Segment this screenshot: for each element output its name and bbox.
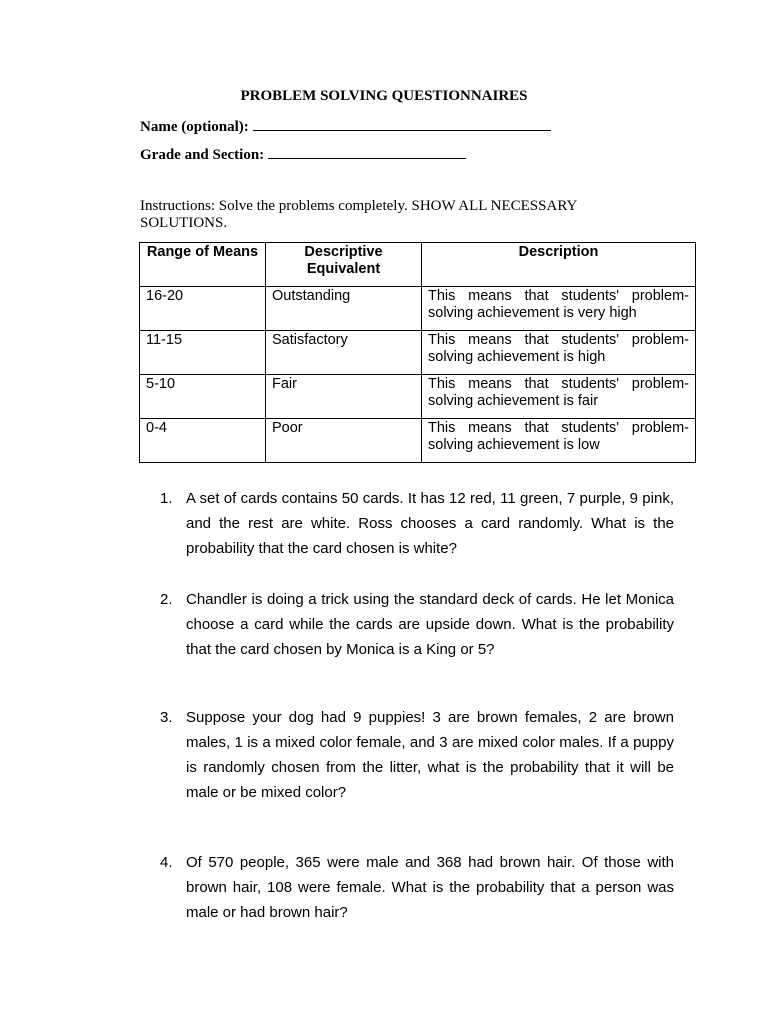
problem-text: Chandler is doing a trick using the standard deck of cards. He let Monica choose a card while the cards are upside down. What is the probability that the card chosen by Monica is a King or 5? xyxy=(186,591,674,658)
problem-item xyxy=(160,486,674,561)
cell-range: 5-10 xyxy=(140,375,266,419)
grade-label: Grade and Section: xyxy=(140,147,265,163)
name-field xyxy=(140,116,551,136)
grade-field xyxy=(140,144,466,164)
cell-range: 11-15 xyxy=(140,331,266,375)
cell-description: This means that students' problem-solving achievement is very high xyxy=(422,287,696,331)
cell-range: 0-4 xyxy=(140,419,266,463)
table-row xyxy=(140,419,696,463)
problem-number: 4. xyxy=(160,854,173,871)
problem-number: 3. xyxy=(160,709,173,726)
header-equivalent: Descriptive Equivalent xyxy=(266,243,422,287)
header-description: Description xyxy=(422,243,696,287)
page-title: PROBLEM SOLVING QUESTIONNAIRES xyxy=(240,88,528,104)
header-range: Range of Means xyxy=(140,243,266,287)
name-label: Name (optional): xyxy=(140,119,249,135)
cell-equivalent: Outstanding xyxy=(266,287,422,331)
problem-number: 2. xyxy=(160,591,173,608)
cell-description: This means that students' problem-solving achievement is fair xyxy=(422,375,696,419)
cell-equivalent: Fair xyxy=(266,375,422,419)
problem-text: Of 570 people, 365 were male and 368 had brown hair. Of those with brown hair, 108 were female. What is the probability that a person was male or had brown hair? xyxy=(186,854,674,921)
table-row xyxy=(140,331,696,375)
problem-number: 1. xyxy=(160,490,173,507)
problem-item xyxy=(160,705,674,805)
cell-equivalent: Satisfactory xyxy=(266,331,422,375)
problem-text: A set of cards contains 50 cards. It has 12 red, 11 green, 7 purple, 9 pink, and the rest are white. Ross chooses a card randomly. What is the probability that the card chosen is white? xyxy=(186,490,674,557)
problem-text: Suppose your dog had 9 puppies! 3 are brown females, 2 are brown males, 1 is a mixed color female, and 3 are mixed color males. If a puppy is randomly chosen from the litter, what is the probability that it will be male or be mixed color? xyxy=(186,709,674,801)
problem-item xyxy=(160,587,674,662)
cell-equivalent: Poor xyxy=(266,419,422,463)
cell-range: 16-20 xyxy=(140,287,266,331)
table-row xyxy=(140,375,696,419)
cell-description: This means that students' problem-solving achievement is high xyxy=(422,331,696,375)
cell-description: This means that students' problem-solving achievement is low xyxy=(422,419,696,463)
means-table xyxy=(139,242,696,463)
table-row xyxy=(140,287,696,331)
problem-item xyxy=(160,850,674,925)
instructions: Instructions: Solve the problems completely. SHOW ALL NECESSARY SOLUTIONS. xyxy=(140,198,577,231)
grade-blank-line xyxy=(268,144,466,159)
table-header-row xyxy=(140,243,696,287)
name-blank-line xyxy=(253,116,551,131)
